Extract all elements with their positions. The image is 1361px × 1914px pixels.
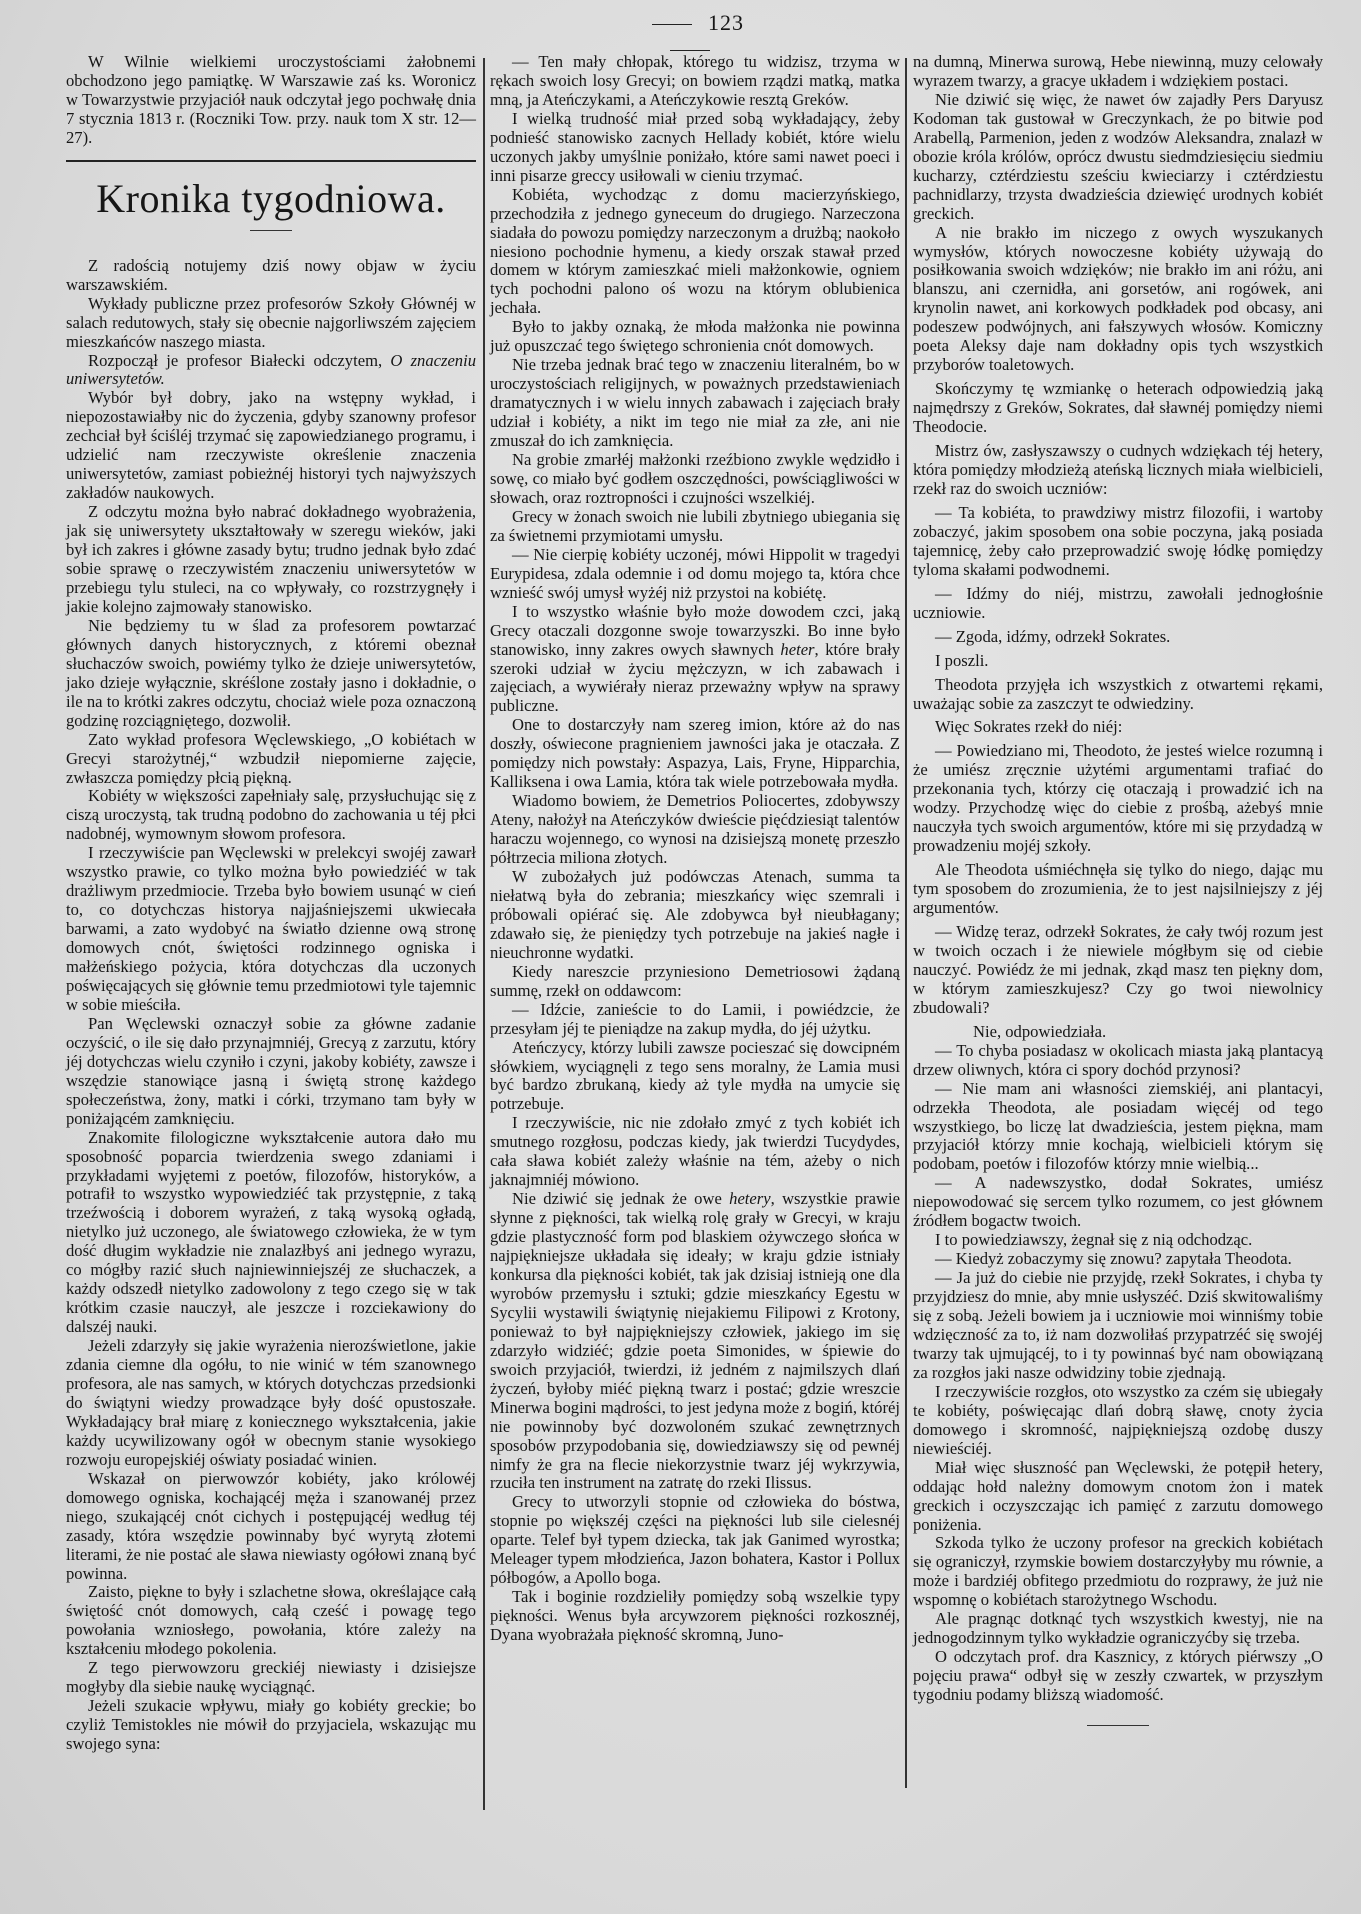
paragraph: Z tego pierwowzoru greckiéj niewiasty i dzisiejsze mogłyby dla siebie naukę wyciągnąć. [66,1658,476,1697]
paragraph: Nie będziemy tu w ślad za profesorem powtarzać głównych danych historycznych, z któremi obeznał słuchaczów swoich, powiémy tylko że dzieje uniwersytetów, jako dzieje wyłącznie, skréślone zostały jasno i dokładnie, o ile na to krótki zakres odczytu, chociaż wiele poza oznaczoną godzinę rozciągniętego, dozwolił. [66,615,476,730]
paragraph: Grecy to utworzyli stopnie od człowieka do bóstwa, stopnie po większéj części na piękności lub sile cielesnéj oparte. Telef był typem dziecka, tak jak Ganimed wyrostka; Meleager typem młodzieńca, Jazon bohatera, Kastor i Pollux półbogów, a Apollo boga. [490,1492,900,1588]
paragraph: — Kiedyż zobaczymy się znowu? zapytała Theodota. [935,1249,1292,1269]
paragraph: Nie, odpowiedziała. [973,1021,1107,1041]
paragraph: Szkoda tylko że uczony profesor na greckich kobiétach się ograniczył, rzymskie bowiem dostarczyłyby mu równie, a może i bardziéj obfitego przedmiotu do rozprawy, że już nie wspomnę o kobiétach starożytnego Wschodu. [913,1533,1323,1610]
paragraph: — To chyba posiadasz w okolicach miasta jaką plantacyą drzew oliwnych, która ci spory dochód przynosi? [913,1040,1323,1079]
paragraph: A nie brakło im niczego z owych wyszukanych wymysłów, których nowoczesne kobiéty używają do posiłkowania swoich wdzięków; nie brakło im ani różu, ani blanszu, ani czernidła, ani gorsetów, ani rogówek, ani krynolin nawet, ani korkowych podkładek pod obcasy, ani podeszew podwójnych, ani fałszywych włosów. Komiczny poeta Aleksy daje nam dokładny opis tych wszystkich przyborów toaletowych. [913,222,1323,375]
paragraph: Ale pragnąc dotknąć tych wszystkich kwestyj, nie na jednogodzinnym tylko wykładzie ograniczyćby się trzeba. [913,1609,1323,1648]
section-title: Kronika tygodniowa. [96,175,446,221]
paragraph: na dumną, Minerwa surową, Hebe niewinną, muzy celowały wyrazem twarzy, a gracye układem i wdziękiem postaci. [913,52,1323,90]
paragraph: Kobiéta, wychodząc z domu macierzyńskiego, przechodziła z jednego gyneceum do drugiego. Narzeczona siadała do powozu pomiędzy narzeczonym a drużbą; naokoło niesiono pochodnie hymenu, a kiedy orszak stawał przed domem w którym zamieszkać mieli małżonkowie, ogniem tych pochodni palono oś wozu na którym oblubienica jechała. [490,184,900,318]
paragraph: Kiedy nareszcie przyniesiono Demetriosowi żądaną summę, rzekł on oddawcom: [490,961,900,1000]
paragraph: Na grobie zmarłéj małżonki rzeźbiono zwykle wędzidło i sowę, co miało być godłem oszczędności, powściągliwości w słowach, oraz roztropności i czujności wszelkiéj. [490,450,900,507]
paragraph: Kobiéty w większości zapełniały salę, przysłuchując się z ciszą uroczystą, tak trudną podobno do zachowania u téj płci nadobnéj, wymownym słowom profesora. [66,786,476,844]
article-body [66,257,476,1754]
paragraph: Wskazał on pierwowzór kobiéty, jako królowéj domowego ogniska, kochającéj męża i szanowanéj przez niego, szukającéj cnót cichych i postępującéj według téj zasady, która wszędzie powinnaby być wyrytą złotemi literami, że nie postać ale sława niewiasty ogółowi znaną być powinna. [66,1468,476,1583]
paragraph: I rzeczywiście rozgłos, oto wszystko za czém się ubiegały te kobiéty, poświęcając dlań dobrą sławę, cnoty życia domowego i skromność, najpiękniejszą ozdobę duszy niewieściéj. [913,1381,1323,1458]
paragraph: Mistrz ów, zasłyszawszy o cudnych wdziękach téj hetery, która pomiędzy młodzieżą ateńską licznych miała wielbicieli, rzekł raz do swoich uczniów: [913,441,1323,498]
paragraph: Z odczytu można było nabrać dokładnego wyobrażenia, jak się uniwersytety ukształtowały w szeregu wieków, jaki był ich zakres i główne zasady bytu; trudno jednak było zdać sobie sprawę o rzeczywistém znaczeniu uniwersytetów w przebiegu tylu stuleci, na co wpływały, co rozstrzygnęły i jakie kolejno zajmowały stanowisko. [66,502,476,616]
paragraph: — Powiedziano mi, Theodoto, że jesteś wielce rozumną i że umiész zręcznie użytémi argumentami trafiać do przekonania tych, którzy cię otaczają i prowadzić ich na wodzy. Przychodzę więc do ciebie z prośbą, ażebyś mnie nauczyła tych swoich argumentów, które mi się przydadzą w prowadzeniu mojéj szkoły. [913,741,1323,856]
intro-paragraph: W Wilnie wielkiemi uroczystościami żałobnemi obchodzono jego pamiątkę. W Warszawie zaś ks. Woronicz w Towarzystwie przyjaciół nauk odczytał jego pochwałę dnia 7 stycznia 1813 r. (Roczniki Tow. przy. nauk tom X str. 12—27). [66,52,476,147]
paragraph: I poszli. [935,650,989,670]
paragraph: — Idźmy do niéj, mistrzu, zawołali jednogłośnie uczniowie. [913,583,1323,622]
paragraph: Z radością notujemy dziś nowy objaw w życiu warszawskiém. [66,255,476,294]
paragraph: Więc Sokrates rzekł do niéj: [935,717,1123,737]
page-number-text: 123 [708,10,744,35]
paragraph: Pan Węclewski oznaczył sobie za główne zadanie oczyścić, o ile się dało przynajmniéj, Grecyą z zarzutu, który jéj dotychczas wielu czyniło i czyni, jakoby kobiéty, zawsze i wszędzie stanowiące jasną i świętą stronę każdego społeczeństwa, żony, matki i córki, trzymano tam były w poniżającém zamknięciu. [66,1013,476,1128]
paragraph: — Zgoda, idźmy, odrzekł Sokrates. [935,626,1171,646]
paragraph: Theodota przyjęła ich wszystkich z otwartemi rękami, uważając sobie za zaszczyt te odwiedziny. [913,674,1323,713]
paragraph: Miał więc słuszność pan Węclewski, że potępił hetery, oddając hołd należny domowym cnotom żon i matek greckich i oczyszczając ich pamięć z zarzutu domowego poniżenia. [913,1457,1323,1534]
paragraph: — Nie mam ani własności ziemskiéj, ani plantacyi, odrzekła Theodota, ale posiadam więcéj od tego wszystkiego, bo liczę lat dwadzieścia, jestem piękna, mam przyjaciół którzy mnie kochają, wielbicieli którym się podobam, poetów i filozofów którzy mnie wielbią... [913,1078,1323,1174]
paragraph: — Ja już do ciebie nie przyjdę, rzekł Sokrates, i chyba ty przyjdziesz do mnie, aby mnie usłyszéć. Dziś skwitowaliśmy się z sobą. Jeżeli bowiem ja i uczniowie moi winniśmy tobie wdzięczność za to, iż nam dozwoliłaś przypatrzéć się swojéj twarzy tak ujmującéj, to i ty powinnaś być nam obowiązaną za rozgłos jaki nasze odwidziny tobie zjednają. [913,1268,1323,1382]
text-run: I to wszystko właśnie było może dowodem czci, jaką Grecy otaczali dozgonne swoje towarzyszki. Bo inne było stanowisko, inny zakres owych sławnych [490,601,900,659]
text-run: , które brały szeroki udział w życiu mężczyzn, w ich zabawach i zajęciach, a wywiérały nieraz przeważny wpływ na sprawy publiczne. [490,639,900,716]
paragraph: O odczytach prof. dra Kasznicy, z których piérwszy „O pojęciu prawa“ odbył się w zeszły czwartek, w przyszłym tygodniu podamy bliższą wiadomość. [913,1647,1323,1705]
paragraph [490,1190,900,1493]
column-3 [913,53,1323,1726]
column-1 [66,53,476,1754]
paragraph: Ateńczycy, którzy lubili zawsze pocieszać się dowcipném słówkiem, wyciągnęli z tego sens moralny, że Lamia musi być bardzo zbrukaną, kiedy aż tyle mydła na umycie się potrzebuje. [490,1037,900,1114]
text-run: , wszystkie prawie słynne z piękności, tak wielką rolę grały w Grecyi, w kraju gdzie plastyczność form pod blaskiem ożywczego słońca w najpiękniejsze układała się ideały; w kraju gdzie istniały konkursa dla piękności kobiét, tak jak dzisiaj istnieją one dla wyrobów przemysłu i sztuki; gdzie mieszkańcy Egestu w Sycylii wystawili świątynię niejakiemu Filipowi z Krotony, ponieważ to był najpiękniejszy człowiek, jakiego im się zdarzyło widziéć; gdzie poeta Simonides, w śpiewie do swoich przyjaciół, twierdzi, iż jedném z najmilszych dlań życzeń, byłoby miéć piękną twarz i postać; gdzie wreszcie Minerwa bogini mądrości, to jest jedyna może z bogiń, któréj nie powinnoby być dozwoloném szukać zewnętrznych sposobów przypodobania się, dowiedziawszy się od pewnéj nimfy że gra na flecie niekorzystnie twarz jéj wykrzywia, rzuciła ten instrument na zatratę do rzeki Ilissus. [490,1189,900,1493]
paragraph: Wybór był dobry, jako na wstępny wykład, i niepozostawiałby nic do życzenia, gdyby szanowny profesor zechciał był ściśléj trzymać się zapowiedzianego programu, i udzielić nam rzeczywiste określenie znaczenia uniwersytetów, zamiast pobieżnéj historyi tych najwyższych zakładów naukowych. [66,388,476,503]
page-number-dash-left [652,24,692,25]
column-divider-1 [483,58,485,1810]
paragraph: Zaisto, piękne to były i szlachetne słowa, określające całą świętość cnót domowych, całą cześć i powagę tego powołania wzniosłego, powołania, które zależy na kształceniu młodego pokolenia. [66,1582,476,1659]
paragraph: — Ta kobiéta, to prawdziwy mistrz filozofii, i wartoby zobaczyć, jakim sposobem ona sobie poczyna, jaką posiada tajemnicę, żeby cało przeprowadzić swoję łódkę pomiędzy tyloma skałami podwodnemi. [913,502,1323,579]
column-divider-2 [905,58,907,1788]
paragraph: Jeżeli zdarzyły się jakie wyrażenia nierozświetlone, jakie zdania ciemne dla ogółu, to nie winić w tém szanownego profesora, ale nas samych, w których dotychczas przedsionki do świątyni wiedzy prowadzące były dość opustoszałe. Wykładający brał miarę z koniecznego wykształcenia, jakie każdy ucywilizowany ogół w obecnym stanie wysokiego rozwoju europejskiéj oświaty posiadać winien. [66,1336,476,1469]
section-divider [66,160,476,162]
paragraph: I wielką trudność miał przed sobą wykładający, żeby podnieść stanowisko zacnych Hellady kobiét, które wielu uczonych jakby umyślnie poniżało, które sami nawet poeci i inni pisarze greccy usiłowali w cieniu trzymać. [490,108,900,185]
paragraph: — Idźcie, zanieście to do Lamii, i powiédzcie, że przesyłam jéj te pieniądze na zakup mydła, do jéj użytku. [490,999,900,1038]
italic-text: hetery [729,1189,771,1209]
paragraph: Nie trzeba jednak brać tego w znaczeniu literalném, bo w uroczystościach religijnych, w poważnych przedstawieniach dramatycznych i w wielu innych zabawach i zajęciach brały udział i kobiéty, a nikt im tego nie miał za złe, ani nie zmuszał do ich zamknięcia. [490,355,900,451]
paragraph: Ale Theodota uśmiéchnęła się tylko do niego, dając mu tym sposobem do zrozumienia, że to jest najsilniejszy z jéj argumentów. [913,860,1323,918]
paragraph: Jeżeli szukacie wpływu, miały go kobiéty greckie; bo czyliż Temistokles nie mówił do przyjaciela, wskazując mu swojego syna: [66,1696,476,1754]
paragraph: I rzeczywiście, nic nie zdołało zmyć z tych kobiét ich smutnego rozgłosu, podczas kiedy, jak twierdzi Tucydydes, cała sława kobiét zależy właśnie na tém, ażeby o nich jaknajmniéj mówiono. [490,1113,900,1190]
paragraph [490,603,900,717]
paragraph [66,352,476,390]
title-underline [250,230,292,231]
column-2 [490,53,900,1645]
paragraph: — Widzę teraz, odrzekł Sokrates, że cały twój rozum jest w twoich oczach i że niewiele mógłbym się od ciebie nauczyć. Powiédz że mi jednak, zkąd masz ten piękny dom, w którym zamieszkujesz? Czy go twoi niewolnicy zbudowali? [913,921,1323,1017]
paragraph: — Ten mały chłopak, którego tu widzisz, trzyma w rękach swoich losy Grecyi; on bowiem rządzi matką, matka mną, ja Ateńczykami, a Ateńczykowie resztą Greków. [490,52,900,109]
paragraph: I rzeczywiście pan Węclewski w prelekcyi swojéj zawarł wszystko prawie, co tylko można było powiedziéć w tak drażliwym przedmiocie. Trzeba było bowiem usunąć w cień to, co dotychczas historya najjaśniejszemi ukwiecała barwami, a zato wydobyć na światło dzienne ową stronę domowych cnót, świętości rodzinnego ogniska i małżeńskiego pożycia, która dotychczas dla uczonych poświęcających się głównie temu przedmiotowi tyle tajemnic w sobie mieściła. [66,843,476,1014]
paragraph: Grecy w żonach swoich nie lubili zbytniego ubiegania się za świetnemi przymiotami umysłu. [490,506,900,545]
text-run: Rozpoczął je profesor Białecki odczytem, [88,350,391,370]
paragraph: Było to jakby oznaką, że młoda małżonka nie powinna już opuszczać tego świętego schronienia cnót domowych. [490,317,900,356]
paragraph: W zubożałych już podówczas Atenach, summa ta niełatwą była do zebrania; mieszkańcy więc szemrali i próbowali opiérać się. Ale zdobywca był nieubłagany; zdawało się, że pieniędzy tych potrzebuje na jakieś nagłe i nieuchronne wydatki. [490,866,900,962]
paragraph: Nie dziwić się więc, że nawet ów zajadły Pers Daryusz Kodoman tak gustował w Greczynkach, że po bitwie pod Arabellą, Parmenion, jeden z wodzów Aleksandra, znalazł w obozie króla królów, oprócz dwustu siedmdziesięciu siedmiu kucharzy, cztérdziestu sześciu kwieciarzy i cztérdziestu pachnidlarzy, trzysta dwadzieścia dziewięć urodnych kobiét greckich. [913,89,1323,223]
italic-text: O znaczeniu uniwersytetów. [66,350,477,389]
paragraph: Skończymy tę wzmiankę o heterach odpowiedzią jaką najmędrszy z Greków, Sokrates, dał sławnéj pomiędzy niemi Theodocie. [913,379,1323,437]
italic-text: heter [780,639,815,659]
paragraph: — A nadewszystko, dodał Sokrates, umiész niepowodować się sercem tylko rozumem, co jest głównem źródłem bogactw twoich. [913,1173,1323,1231]
paragraph: Znakomite filologiczne wykształcenie autora dało mu sposobność poparcia twierdzenia swego zdaniami i przykładami wyjętemi z poetów, filozofów, historyków, a potrafił to wszystko wypowiedziéć tak przystępnie, z taką trzeźwością i doborem wyrażeń, z taką wysoką ogładą, nietylko już uczonego, ale światowego człowieka, że w tym dość długim wykładzie nie znalazłbyś ani jednego wyrazu, co mógłby razić słuch najniewinniejszéj ze słuchaczek, a każdy odszedł nietylko zadowolony z tego czego się w tak krótkim czasie nauczył, ale jeszcze i rozciekawiony do dalszéj nauki. [66,1127,476,1337]
text-run: Nie dziwić się jednak że owe [512,1189,730,1209]
paragraph: One to dostarczyły nam szereg imion, które aż do nas doszły, oświecone pragnieniem jawności jaka je otaczała. Z pomiędzy nich powstały: Aspazya, Lais, Fryne, Hipparchia, Kalliksena i owa Lamia, która tak wiele potrzebowała mydła. [490,715,900,792]
paragraph: Wykłady publiczne przez profesorów Szkoły Głównéj w salach redutowych, stały się obecnie najgorliwszém zajęciem mieszkańców naszego miasta. [66,293,476,351]
paragraph: I to powiedziawszy, żegnał się z nią odchodząc. [935,1230,1253,1250]
paragraph: Wiadomo bowiem, że Demetrios Poliocertes, zdobywszy Ateny, nałożył na Ateńczyków dwieście pięćdziesiąt talentów haraczu wojennego, co wynosi na dzisiejszą monetę przeszło półtrzecia miliona złotych. [490,791,900,868]
paragraph: Zato wykład profesora Węclewskiego, „O kobiétach w Grecyi starożytnéj,“ wzbudził niepomierne zajęcie, zwłaszcza pomiędzy płcią piękną. [66,729,476,787]
paragraph: Tak i boginie rozdzieliły pomiędzy sobą wszelkie typy piękności. Wenus była arcywzorem piękności rozkosznéj, Dyana wyobrażała piękność skromną, Juno- [490,1587,900,1645]
paragraph: — Nie cierpię kobiéty uczonéj, mówi Hippolit w tragedyi Eurypidesa, zdala odemnie i od domu mojego ta, która chce wznieść swój umysł wyżéj niż przystoi na kobiétę. [490,544,900,602]
end-divider [1087,1725,1149,1726]
